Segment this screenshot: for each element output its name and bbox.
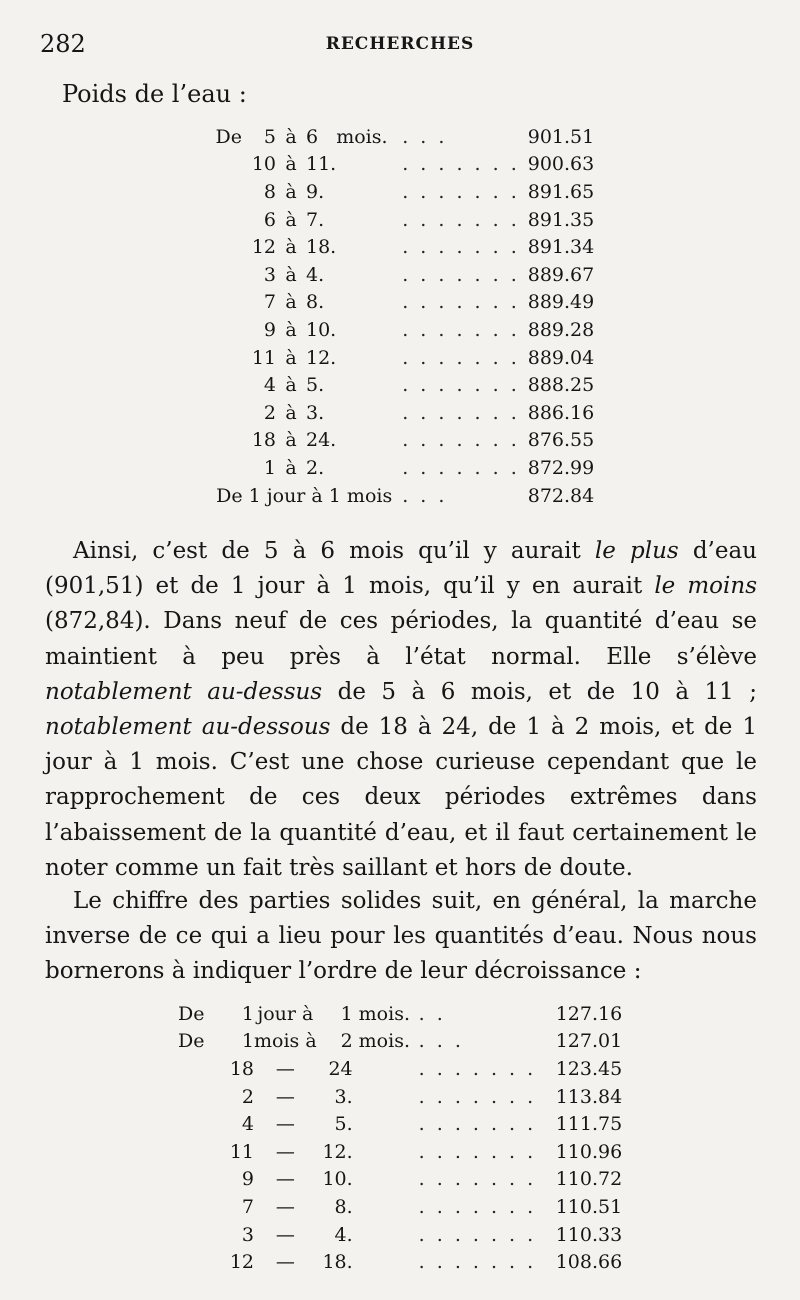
period-start: 7 xyxy=(263,291,276,314)
table-row xyxy=(178,1110,622,1138)
period-end: 24. xyxy=(306,429,337,452)
measured-value: 127.01 xyxy=(555,1030,623,1053)
period-start: 18 xyxy=(251,429,276,452)
period-prefix xyxy=(190,371,248,399)
period-prefix xyxy=(178,1221,220,1249)
table-row xyxy=(190,371,628,399)
period-start: 8 xyxy=(263,180,276,203)
period-unit xyxy=(336,454,402,482)
leader-dots: . . . xyxy=(402,484,448,507)
period-unit xyxy=(336,178,402,206)
table-row xyxy=(178,1221,622,1249)
period-unit xyxy=(353,1221,419,1249)
measured-value: 886.16 xyxy=(527,401,595,424)
period-start: 3 xyxy=(241,1223,254,1246)
period-separator: — xyxy=(275,1168,295,1191)
period-start: 4 xyxy=(241,1113,254,1136)
leader-dots: . . . . . . . xyxy=(418,1251,537,1274)
measured-value: 110.96 xyxy=(555,1140,623,1163)
table-row xyxy=(190,123,628,151)
period-unit xyxy=(336,399,402,427)
leader-dots: . . . . . . . xyxy=(402,401,520,424)
period-end: 3. xyxy=(334,1085,353,1108)
period-start: 4 xyxy=(263,374,276,397)
period-separator: à xyxy=(285,318,297,341)
water-value: 872.84 xyxy=(527,484,595,507)
leader-dots: . . . xyxy=(402,125,448,148)
period-end: 24 xyxy=(328,1057,353,1080)
table-row xyxy=(190,178,628,206)
period-unit xyxy=(353,1166,419,1194)
period-unit xyxy=(353,1055,419,1083)
period-unit xyxy=(336,427,402,455)
table-row xyxy=(190,399,628,427)
period-end: 3. xyxy=(306,401,325,424)
measured-value: 891.65 xyxy=(527,180,595,203)
water-weight-table xyxy=(190,123,628,509)
paragraph-text: Ainsi, c’est de 5 à 6 mois qu’il y aurait xyxy=(73,538,595,564)
period-separator: jour à xyxy=(257,1002,314,1025)
period-unit: mois. xyxy=(358,1030,410,1053)
period-start: 2 xyxy=(241,1085,254,1108)
table-row xyxy=(178,1248,622,1276)
measured-value: 123.45 xyxy=(555,1057,623,1080)
period-separator: à xyxy=(285,456,297,479)
period-prefix xyxy=(190,454,248,482)
paragraph-text: (872,84). Dans neuf de ces périodes, la quantité d’eau se maintient à peu près à l’état normal. Elle s’élève xyxy=(45,608,757,670)
leader-dots: . . . . . . . xyxy=(402,456,520,479)
period-prefix xyxy=(178,1166,220,1194)
period-prefix xyxy=(190,399,248,427)
solid-parts-table xyxy=(178,1000,622,1276)
period-separator: — xyxy=(275,1085,295,1108)
leader-dots: . . . xyxy=(418,1030,464,1053)
period-end: 2. xyxy=(306,456,325,479)
period-unit xyxy=(336,289,402,317)
section-label: Poids de l’eau : xyxy=(62,80,247,108)
table-row xyxy=(190,454,628,482)
table-row xyxy=(190,427,628,455)
period-prefix: De xyxy=(178,1002,205,1025)
paragraph-text: Le chiffre des parties solides suit, en général, la marche inverse de ce qui a lieu pour les quantités d’eau. Nous nous bornerons à indiquer l’ordre de leur décroissance : xyxy=(45,888,757,985)
period-start: 9 xyxy=(263,318,276,341)
table-row xyxy=(190,151,628,179)
measured-value: 110.33 xyxy=(555,1223,623,1246)
leader-dots: . . . . . . . xyxy=(402,236,520,259)
leader-dots: . . . . . . . xyxy=(402,374,520,397)
leader-dots: . . . . . . . xyxy=(418,1223,537,1246)
period-end: 11. xyxy=(306,153,337,176)
period-label: De 1 jour à 1 mois xyxy=(216,484,393,507)
period-unit xyxy=(336,261,402,289)
period-end: 12. xyxy=(322,1140,353,1163)
period-end: 9. xyxy=(306,180,325,203)
period-prefix xyxy=(190,151,248,179)
table-row xyxy=(178,1028,622,1056)
period-prefix xyxy=(190,206,248,234)
period-prefix xyxy=(178,1055,220,1083)
period-separator: à xyxy=(285,401,297,424)
leader-dots: . . xyxy=(418,1002,446,1025)
measured-value: 889.49 xyxy=(527,291,595,314)
leader-dots: . . . . . . . xyxy=(418,1195,537,1218)
period-prefix xyxy=(178,1138,220,1166)
period-prefix: De xyxy=(215,125,242,148)
running-title: RECHERCHES xyxy=(325,34,475,54)
period-unit xyxy=(336,206,402,234)
period-prefix xyxy=(190,261,248,289)
period-unit xyxy=(353,1110,419,1138)
period-prefix xyxy=(178,1248,220,1276)
table-row xyxy=(178,1138,622,1166)
period-prefix: De xyxy=(178,1030,205,1053)
period-end: 8. xyxy=(334,1195,353,1218)
leader-dots: . . . . . . . xyxy=(402,291,520,314)
period-separator: à xyxy=(285,429,297,452)
table-row xyxy=(190,206,628,234)
period-end: 5. xyxy=(334,1113,353,1136)
period-start: 12 xyxy=(229,1251,254,1274)
emphasis-text: notablement au-dessous xyxy=(45,714,331,741)
period-start: 10 xyxy=(251,153,276,176)
measured-value: 891.35 xyxy=(527,208,595,231)
measured-value: 110.51 xyxy=(555,1195,623,1218)
period-separator: — xyxy=(275,1251,295,1274)
period-start: 11 xyxy=(251,346,276,369)
table-row xyxy=(178,1193,622,1221)
measured-value: 108.66 xyxy=(555,1251,623,1274)
period-separator: mois à xyxy=(254,1030,317,1053)
measured-value: 901.51 xyxy=(527,125,595,148)
period-start: 9 xyxy=(241,1168,254,1191)
period-end: 10. xyxy=(306,318,337,341)
period-unit xyxy=(336,371,402,399)
measured-value: 110.72 xyxy=(555,1168,623,1191)
leader-dots: . . . . . . . xyxy=(402,346,520,369)
period-prefix xyxy=(178,1083,220,1111)
period-separator: à xyxy=(285,208,297,231)
period-end: 10. xyxy=(322,1168,353,1191)
period-prefix xyxy=(190,344,248,372)
measured-value: 127.16 xyxy=(555,1002,623,1025)
paragraph-text: d’eau (901,51) et de 1 jour à 1 mois, qu’il y en aurait xyxy=(45,538,757,600)
period-separator: à xyxy=(285,291,297,314)
table-row xyxy=(178,1083,622,1111)
running-header xyxy=(40,30,760,70)
leader-dots: . . . . . . . xyxy=(402,208,520,231)
measured-value: 876.55 xyxy=(527,429,595,452)
table-row xyxy=(190,289,628,317)
table-row xyxy=(178,1000,622,1028)
period-end: 8. xyxy=(306,291,325,314)
period-end: 6 xyxy=(306,125,319,148)
period-unit xyxy=(336,316,402,344)
period-prefix xyxy=(178,1193,220,1221)
period-end: 4. xyxy=(306,263,325,286)
period-prefix xyxy=(190,178,248,206)
period-unit xyxy=(336,344,402,372)
period-end: 2 xyxy=(340,1030,353,1053)
period-separator: à xyxy=(285,125,297,148)
period-start: 12 xyxy=(251,236,276,259)
table-row xyxy=(178,1166,622,1194)
period-unit xyxy=(336,233,402,261)
period-separator: — xyxy=(275,1140,295,1163)
page-number: 282 xyxy=(40,30,86,58)
period-start: 6 xyxy=(263,208,276,231)
period-start: 11 xyxy=(229,1140,254,1163)
period-start: 1 xyxy=(263,456,276,479)
measured-value: 889.04 xyxy=(527,346,595,369)
period-separator: à xyxy=(285,374,297,397)
period-end: 1 xyxy=(340,1002,353,1025)
paragraph-text: de 5 à 6 mois, et de 10 à 11 ; xyxy=(322,678,758,705)
period-start: 1 xyxy=(241,1002,254,1025)
period-start: 1 xyxy=(241,1030,254,1053)
period-separator: à xyxy=(285,263,297,286)
period-unit xyxy=(353,1138,419,1166)
period-prefix xyxy=(178,1110,220,1138)
emphasis-text: le plus xyxy=(594,538,679,564)
leader-dots: . . . . . . . xyxy=(418,1057,537,1080)
period-end: 7. xyxy=(306,208,325,231)
leader-dots: . . . . . . . xyxy=(418,1168,537,1191)
measured-value: 872.99 xyxy=(527,456,595,479)
measured-value: 891.34 xyxy=(527,236,595,259)
paragraph-water-summary xyxy=(45,534,757,886)
paragraph-text: de 18 à 24, de 1 à 2 mois, et de 1 jour à 1 mois. C’est une chose curieuse cependant que le rapprochement de ces deux périodes extrêmes dans l’abaissement de la quantité d’eau, et il faut certainement le noter comme un fait très saillant et hors de doute. xyxy=(45,714,757,881)
period-end: 5. xyxy=(306,374,325,397)
leader-dots: . . . . . . . xyxy=(418,1085,537,1108)
leader-dots: . . . . . . . xyxy=(418,1113,537,1136)
measured-value: 900.63 xyxy=(527,153,595,176)
table-row xyxy=(190,261,628,289)
period-end: 18. xyxy=(322,1251,353,1274)
table-row xyxy=(190,233,628,261)
emphasis-text: notablement au-dessus xyxy=(45,678,323,705)
period-separator: à xyxy=(285,236,297,259)
measured-value: 111.75 xyxy=(555,1113,623,1136)
table-row xyxy=(190,344,628,372)
period-end: 12. xyxy=(306,346,337,369)
leader-dots: . . . . . . . xyxy=(402,153,520,176)
paragraph-solids-intro xyxy=(45,884,757,990)
table-row xyxy=(190,482,628,510)
period-start: 7 xyxy=(241,1195,254,1218)
table-row xyxy=(190,316,628,344)
period-unit xyxy=(353,1193,419,1221)
measured-value: 113.84 xyxy=(555,1085,623,1108)
measured-value: 889.28 xyxy=(527,318,595,341)
period-end: 18. xyxy=(306,236,337,259)
period-start: 18 xyxy=(229,1057,254,1080)
leader-dots: . . . . . . . xyxy=(402,263,520,286)
period-separator: — xyxy=(275,1113,295,1136)
period-separator: — xyxy=(275,1057,295,1080)
period-unit xyxy=(336,151,402,179)
emphasis-text: le moins xyxy=(654,573,757,600)
leader-dots: . . . . . . . xyxy=(402,318,520,341)
period-start: 5 xyxy=(263,125,276,148)
period-start: 2 xyxy=(263,401,276,424)
measured-value: 888.25 xyxy=(527,374,595,397)
leader-dots: . . . . . . . xyxy=(418,1140,537,1163)
period-start: 3 xyxy=(263,263,276,286)
period-unit xyxy=(353,1083,419,1111)
period-separator: à xyxy=(285,346,297,369)
leader-dots: . . . . . . . xyxy=(402,180,520,203)
leader-dots: . . . . . . . xyxy=(402,429,520,452)
measured-value: 889.67 xyxy=(527,263,595,286)
period-separator: — xyxy=(275,1223,295,1246)
table-row xyxy=(178,1055,622,1083)
period-prefix xyxy=(190,316,248,344)
period-separator: à xyxy=(285,153,297,176)
period-prefix xyxy=(190,289,248,317)
period-prefix xyxy=(190,427,248,455)
period-unit: mois. xyxy=(336,125,388,148)
period-end: 4. xyxy=(334,1223,353,1246)
period-unit: mois. xyxy=(358,1002,410,1025)
period-separator: à xyxy=(285,180,297,203)
period-unit xyxy=(353,1248,419,1276)
period-separator: — xyxy=(275,1195,295,1218)
period-prefix xyxy=(190,233,248,261)
